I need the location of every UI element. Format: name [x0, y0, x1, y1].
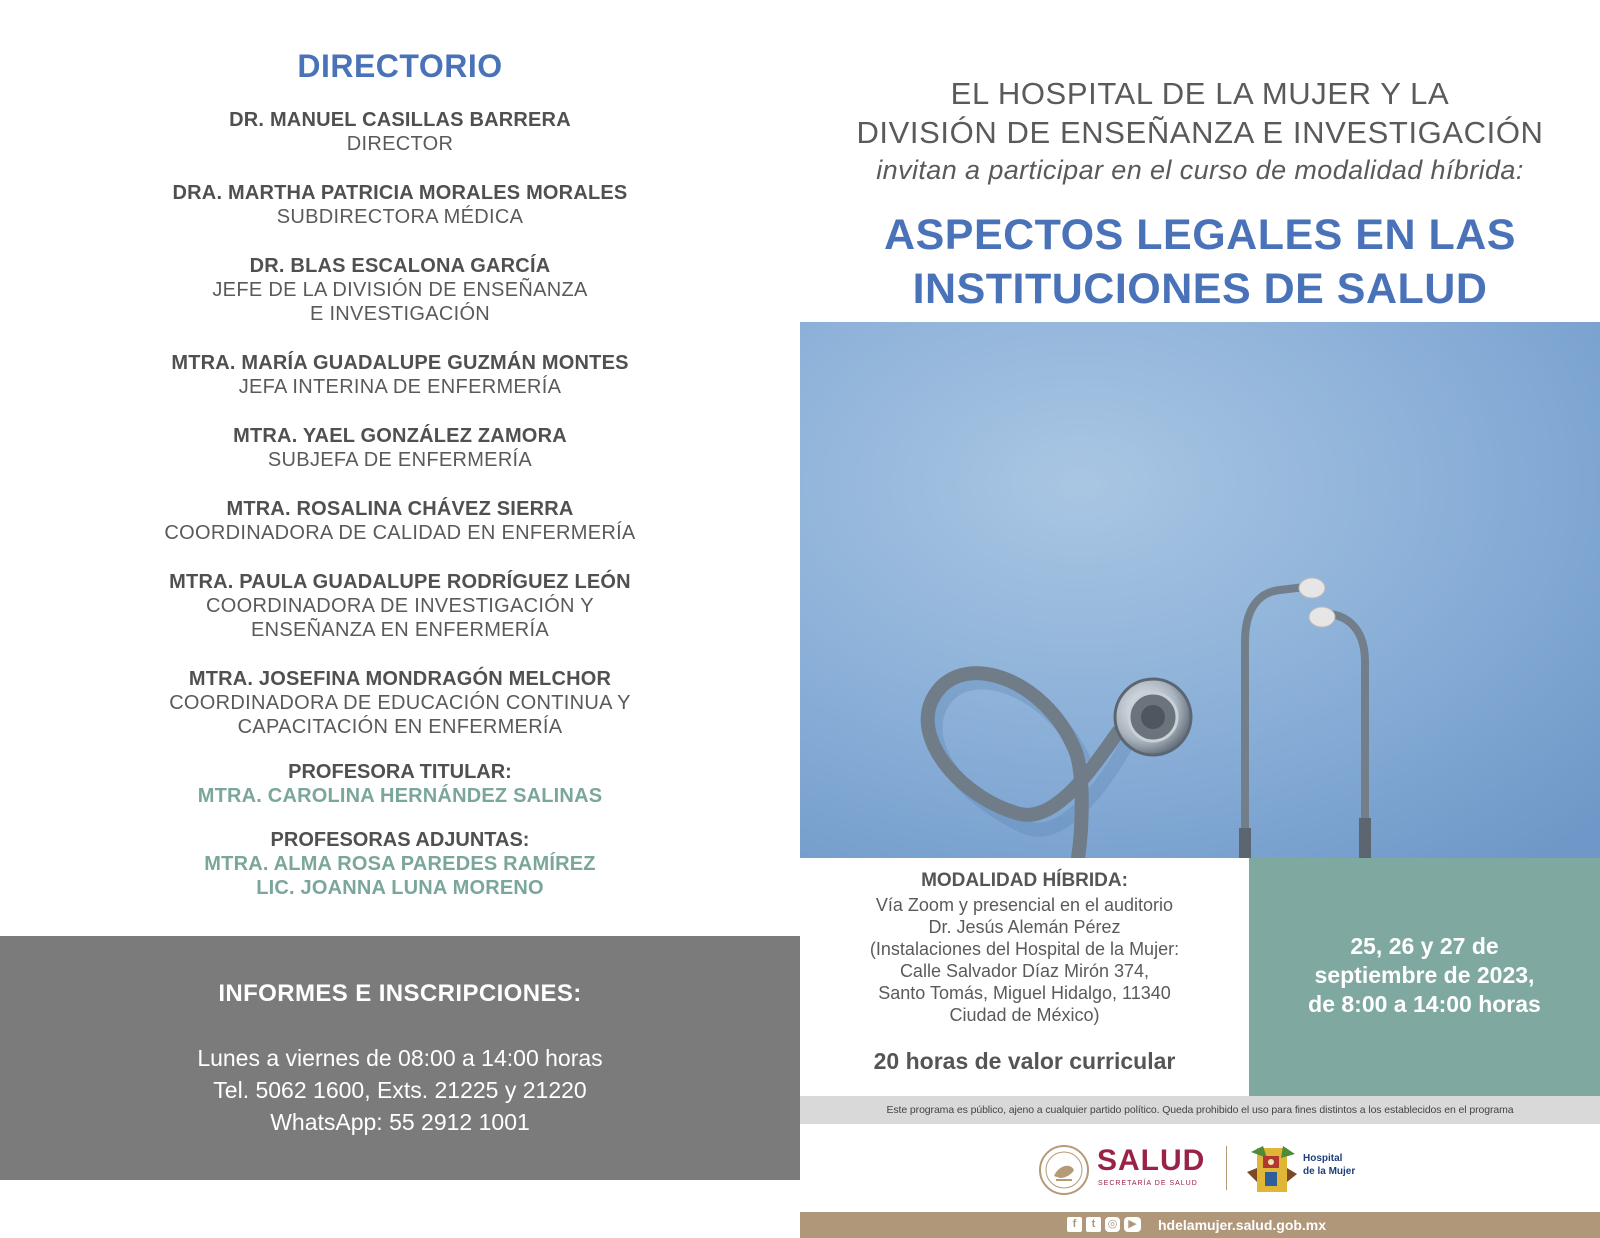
dates-line-1: 25, 26 y 27 de	[1350, 933, 1499, 959]
logo-divider	[1226, 1146, 1227, 1190]
staff-role: DIRECTOR	[346, 133, 454, 155]
salud-logo-subtitle: SECRETARÍA DE SALUD	[1098, 1180, 1198, 1187]
info-schedule: Lunes a viernes de 08:00 a 14:00 horas	[197, 1045, 603, 1071]
hospital-logo-line-2: de la Mujer	[1303, 1166, 1356, 1177]
hospital-logo-line-1: Hospital	[1303, 1153, 1343, 1164]
staff-role: COORDINADORA DE EDUCACIÓN CONTINUA Y	[169, 692, 631, 714]
website-link[interactable]: hdelamujer.salud.gob.mx	[1158, 1217, 1327, 1233]
staff-role: CAPACITACIÓN EN ENFERMERÍA	[237, 716, 563, 738]
modality-line: Calle Salvador Díaz Mirón 374,	[899, 961, 1150, 981]
modality-line: Dr. Jesús Alemán Pérez	[928, 917, 1121, 937]
stethoscope-illustration	[800, 322, 1600, 858]
info-title: INFORMES E INSCRIPCIONES:	[218, 980, 582, 1007]
staff-name: MTRA. YAEL GONZÁLEZ ZAMORA	[233, 425, 567, 447]
staff-name: MTRA. JOSEFINA MONDRAGÓN MELCHOR	[188, 668, 612, 690]
course-title-line-1: ASPECTOS LEGALES EN LAS	[884, 211, 1516, 259]
staff-entry	[0, 254, 800, 326]
info-box	[0, 936, 800, 1180]
course-panel	[800, 0, 1600, 1238]
invite-line-3: invitan a participar en el curso de modalidad híbrida:	[876, 155, 1524, 185]
government-seal-icon	[1038, 1144, 1090, 1196]
staff-role: JEFA INTERINA DE ENFERMERÍA	[238, 376, 562, 398]
staff-name: MTRA. ROSALINA CHÁVEZ SIERRA	[226, 498, 574, 520]
course-title-line-2: INSTITUCIONES DE SALUD	[912, 265, 1488, 313]
staff-role: SUBJEFA DE ENFERMERÍA	[267, 449, 533, 471]
curricular-hours: 20 horas de valor curricular	[873, 1048, 1176, 1074]
staff-role: COORDINADORA DE CALIDAD EN ENFERMERÍA	[164, 522, 636, 544]
adjunta-name: LIC. JOANNA LUNA MORENO	[256, 877, 544, 899]
staff-role: COORDINADORA DE INVESTIGACIÓN Y	[206, 595, 594, 617]
staff-role: JEFE DE LA DIVISIÓN DE ENSEÑANZA	[212, 279, 588, 301]
invite-line-1: EL HOSPITAL DE LA MUJER Y LA	[950, 76, 1450, 111]
youtube-icon[interactable]: ▶	[1124, 1217, 1141, 1232]
staff-name: DRA. MARTHA PATRICIA MORALES MORALES	[172, 182, 628, 204]
modality-details	[800, 894, 1249, 1026]
staff-entry	[0, 351, 800, 399]
adjuntas-heading: PROFESORAS ADJUNTAS:	[270, 829, 530, 851]
staff-role: SUBDIRECTORA MÉDICA	[276, 206, 524, 228]
invite-line-2: DIVISIÓN DE ENSEÑANZA E INVESTIGACIÓN	[856, 115, 1544, 150]
modality-title: MODALIDAD HÍBRIDA:	[921, 870, 1128, 891]
titular-professor	[0, 760, 800, 808]
info-whatsapp[interactable]: WhatsApp: 55 2912 1001	[270, 1109, 530, 1135]
titular-heading: PROFESORA TITULAR:	[288, 761, 512, 783]
staff-entry	[0, 181, 800, 229]
salud-logo-text: SALUD	[1097, 1144, 1206, 1177]
instagram-icon[interactable]: ◎	[1105, 1217, 1120, 1232]
modality-line: Vía Zoom y presencial en el auditorio	[875, 895, 1174, 915]
staff-role: E INVESTIGACIÓN	[309, 303, 491, 325]
footer-bar	[800, 1212, 1600, 1238]
staff-name: DR. BLAS ESCALONA GARCÍA	[249, 255, 551, 277]
modality-line: (Instalaciones del Hospital de la Mujer:	[869, 939, 1180, 959]
stethoscope-photo	[800, 322, 1600, 858]
course-title	[800, 208, 1600, 316]
staff-entry	[0, 497, 800, 545]
adjunct-professors	[0, 828, 800, 900]
hospital-logo-text	[1303, 1152, 1355, 1178]
info-phone[interactable]: Tel. 5062 1600, Exts. 21225 y 21220	[213, 1077, 587, 1103]
invitation-header	[800, 74, 1600, 188]
dates-line-2: septiembre de 2023,	[1314, 962, 1535, 988]
staff-entry	[0, 570, 800, 642]
staff-role: ENSEÑANZA EN ENFERMERÍA	[250, 619, 550, 641]
disclaimer: Este programa es público, ajeno a cualquier partido político. Queda prohibido el uso para fines distintos a los establecidos en el programa	[800, 1096, 1600, 1124]
twitter-icon[interactable]: t	[1086, 1217, 1101, 1232]
staff-entry	[0, 667, 800, 739]
hospital-emblem-icon	[1243, 1142, 1299, 1196]
info-lines	[0, 1042, 800, 1138]
directory-title: DIRECTORIO	[297, 48, 503, 84]
staff-name: DR. MANUEL CASILLAS BARRERA	[229, 109, 571, 131]
facebook-icon[interactable]: f	[1067, 1217, 1082, 1232]
modality-box	[800, 858, 1249, 1096]
staff-entry	[0, 108, 800, 156]
dates-text	[1249, 932, 1600, 1019]
logos-bar	[800, 1124, 1600, 1212]
dates-box	[1249, 858, 1600, 1096]
modality-line: Santo Tomás, Miguel Hidalgo, 11340	[878, 983, 1171, 1003]
titular-name: MTRA. CAROLINA HERNÁNDEZ SALINAS	[197, 785, 603, 807]
adjunta-name: MTRA. ALMA ROSA PAREDES RAMÍREZ	[204, 853, 596, 875]
dates-line-3: de 8:00 a 14:00 horas	[1308, 991, 1541, 1017]
staff-name: MTRA. PAULA GUADALUPE RODRÍGUEZ LEÓN	[169, 571, 631, 593]
staff-name: MTRA. MARÍA GUADALUPE GUZMÁN MONTES	[171, 352, 629, 374]
staff-entry	[0, 424, 800, 472]
modality-line: Ciudad de México)	[949, 1005, 1100, 1025]
